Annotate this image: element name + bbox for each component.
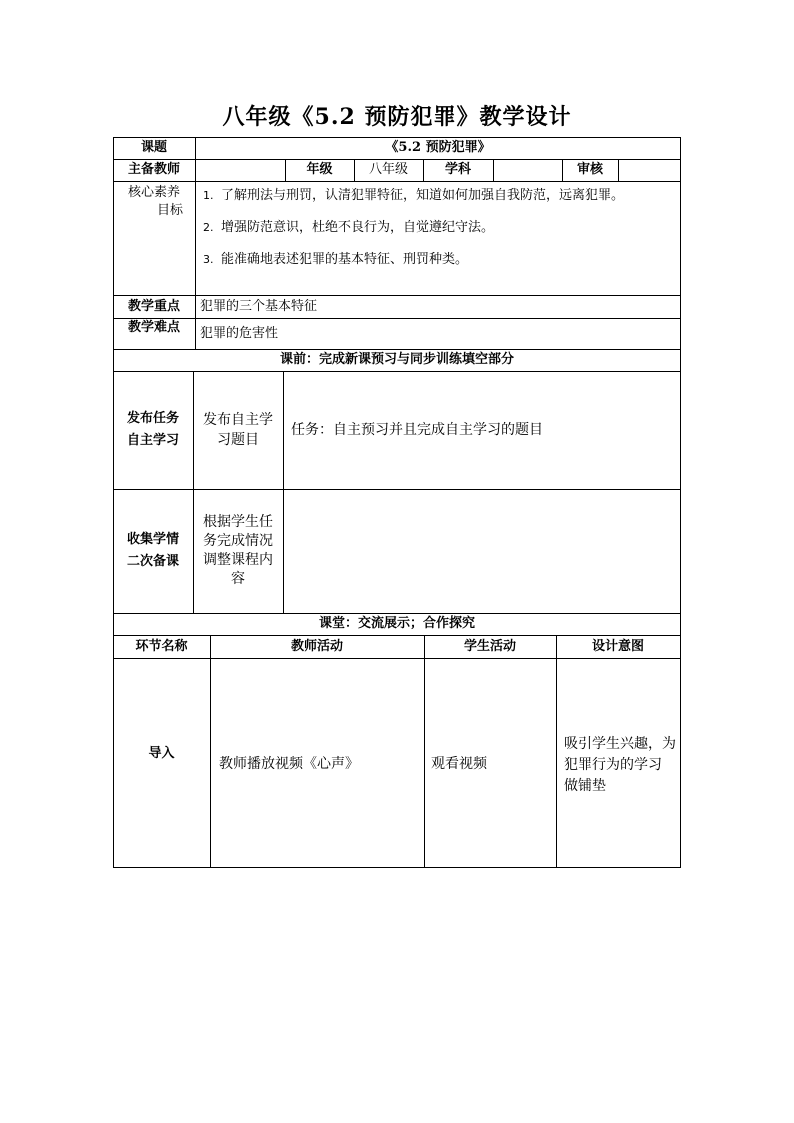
student-activity-cell: 观看视频 — [431, 756, 487, 772]
objective-item: 3. 能准确地表述犯罪的基本特征、刑罚种类。 — [203, 252, 469, 267]
table-border-bottom — [113, 867, 681, 868]
review-label: 审核 — [576, 162, 603, 177]
difficulty-label: 教学难点 — [127, 320, 180, 335]
table-rule — [424, 635, 425, 868]
stage-cell: 导入 — [148, 746, 175, 761]
publish-task-sub: 发布自主学 习题目 — [203, 412, 273, 448]
review-value — [618, 159, 680, 181]
objective-item: 1. 了解刑法与刑罚，认清犯罪特征，知道如何加强自我防范，远离犯罪。 — [203, 188, 625, 203]
in-class-banner: 课堂：交流展示；合作探究 — [318, 616, 475, 631]
difficulty-value: 犯罪的危害性 — [200, 325, 279, 341]
objectives-label — [113, 184, 195, 220]
table-rule — [210, 635, 211, 868]
grade-value: 八年级 — [368, 162, 408, 177]
column-header-stage: 环节名称 — [135, 638, 188, 654]
lesson-plan-table — [113, 137, 681, 868]
document-title: 八年级《5.2 预防犯罪》教学设计 — [222, 104, 572, 130]
collect-info-label: 收集学情 二次备课 — [126, 532, 179, 569]
teacher-activity-cell: 教师播放视频《心声》 — [219, 756, 359, 772]
table-rule — [283, 371, 284, 613]
pre-class-banner: 课前：完成新课预习与同步训练填空部分 — [279, 352, 514, 367]
objective-item: 2. 增强防范意识，杜绝不良行为，自觉遵纪守法。 — [203, 220, 495, 235]
table-border-right — [680, 137, 681, 868]
publish-task-content: 任务：自主预习并且完成自主学习的题目 — [291, 422, 543, 438]
table-rule — [113, 181, 681, 182]
design-intent-cell: 吸引学生兴趣，为 犯罪行为的学习 做铺垫 — [564, 736, 676, 794]
collect-info-content — [291, 489, 679, 613]
column-header-student: 学生活动 — [463, 638, 516, 654]
column-header-intent: 设计意图 — [591, 638, 644, 654]
teacher-value — [195, 159, 285, 181]
collect-info-sub: 根据学生任 务完成情况 调整课程内 容 — [203, 514, 273, 587]
table-rule — [556, 635, 557, 868]
key-point-value: 犯罪的三个基本特征 — [200, 298, 318, 314]
subject-value — [493, 159, 562, 181]
objectives-label-line: 核心素养 — [127, 185, 180, 200]
topic-value: 《5.2 预防犯罪》 — [385, 140, 491, 155]
key-point-label: 教学重点 — [127, 298, 180, 314]
column-header-teacher: 教师活动 — [290, 638, 343, 654]
subject-label: 学科 — [444, 162, 471, 177]
topic-label: 课题 — [140, 140, 167, 155]
publish-task-label: 发布任务 自主学习 — [126, 411, 179, 448]
objectives-label-line: 目标 — [156, 203, 183, 218]
table-rule — [113, 658, 681, 659]
grade-label: 年级 — [306, 162, 333, 177]
teacher-label: 主备教师 — [127, 162, 180, 177]
